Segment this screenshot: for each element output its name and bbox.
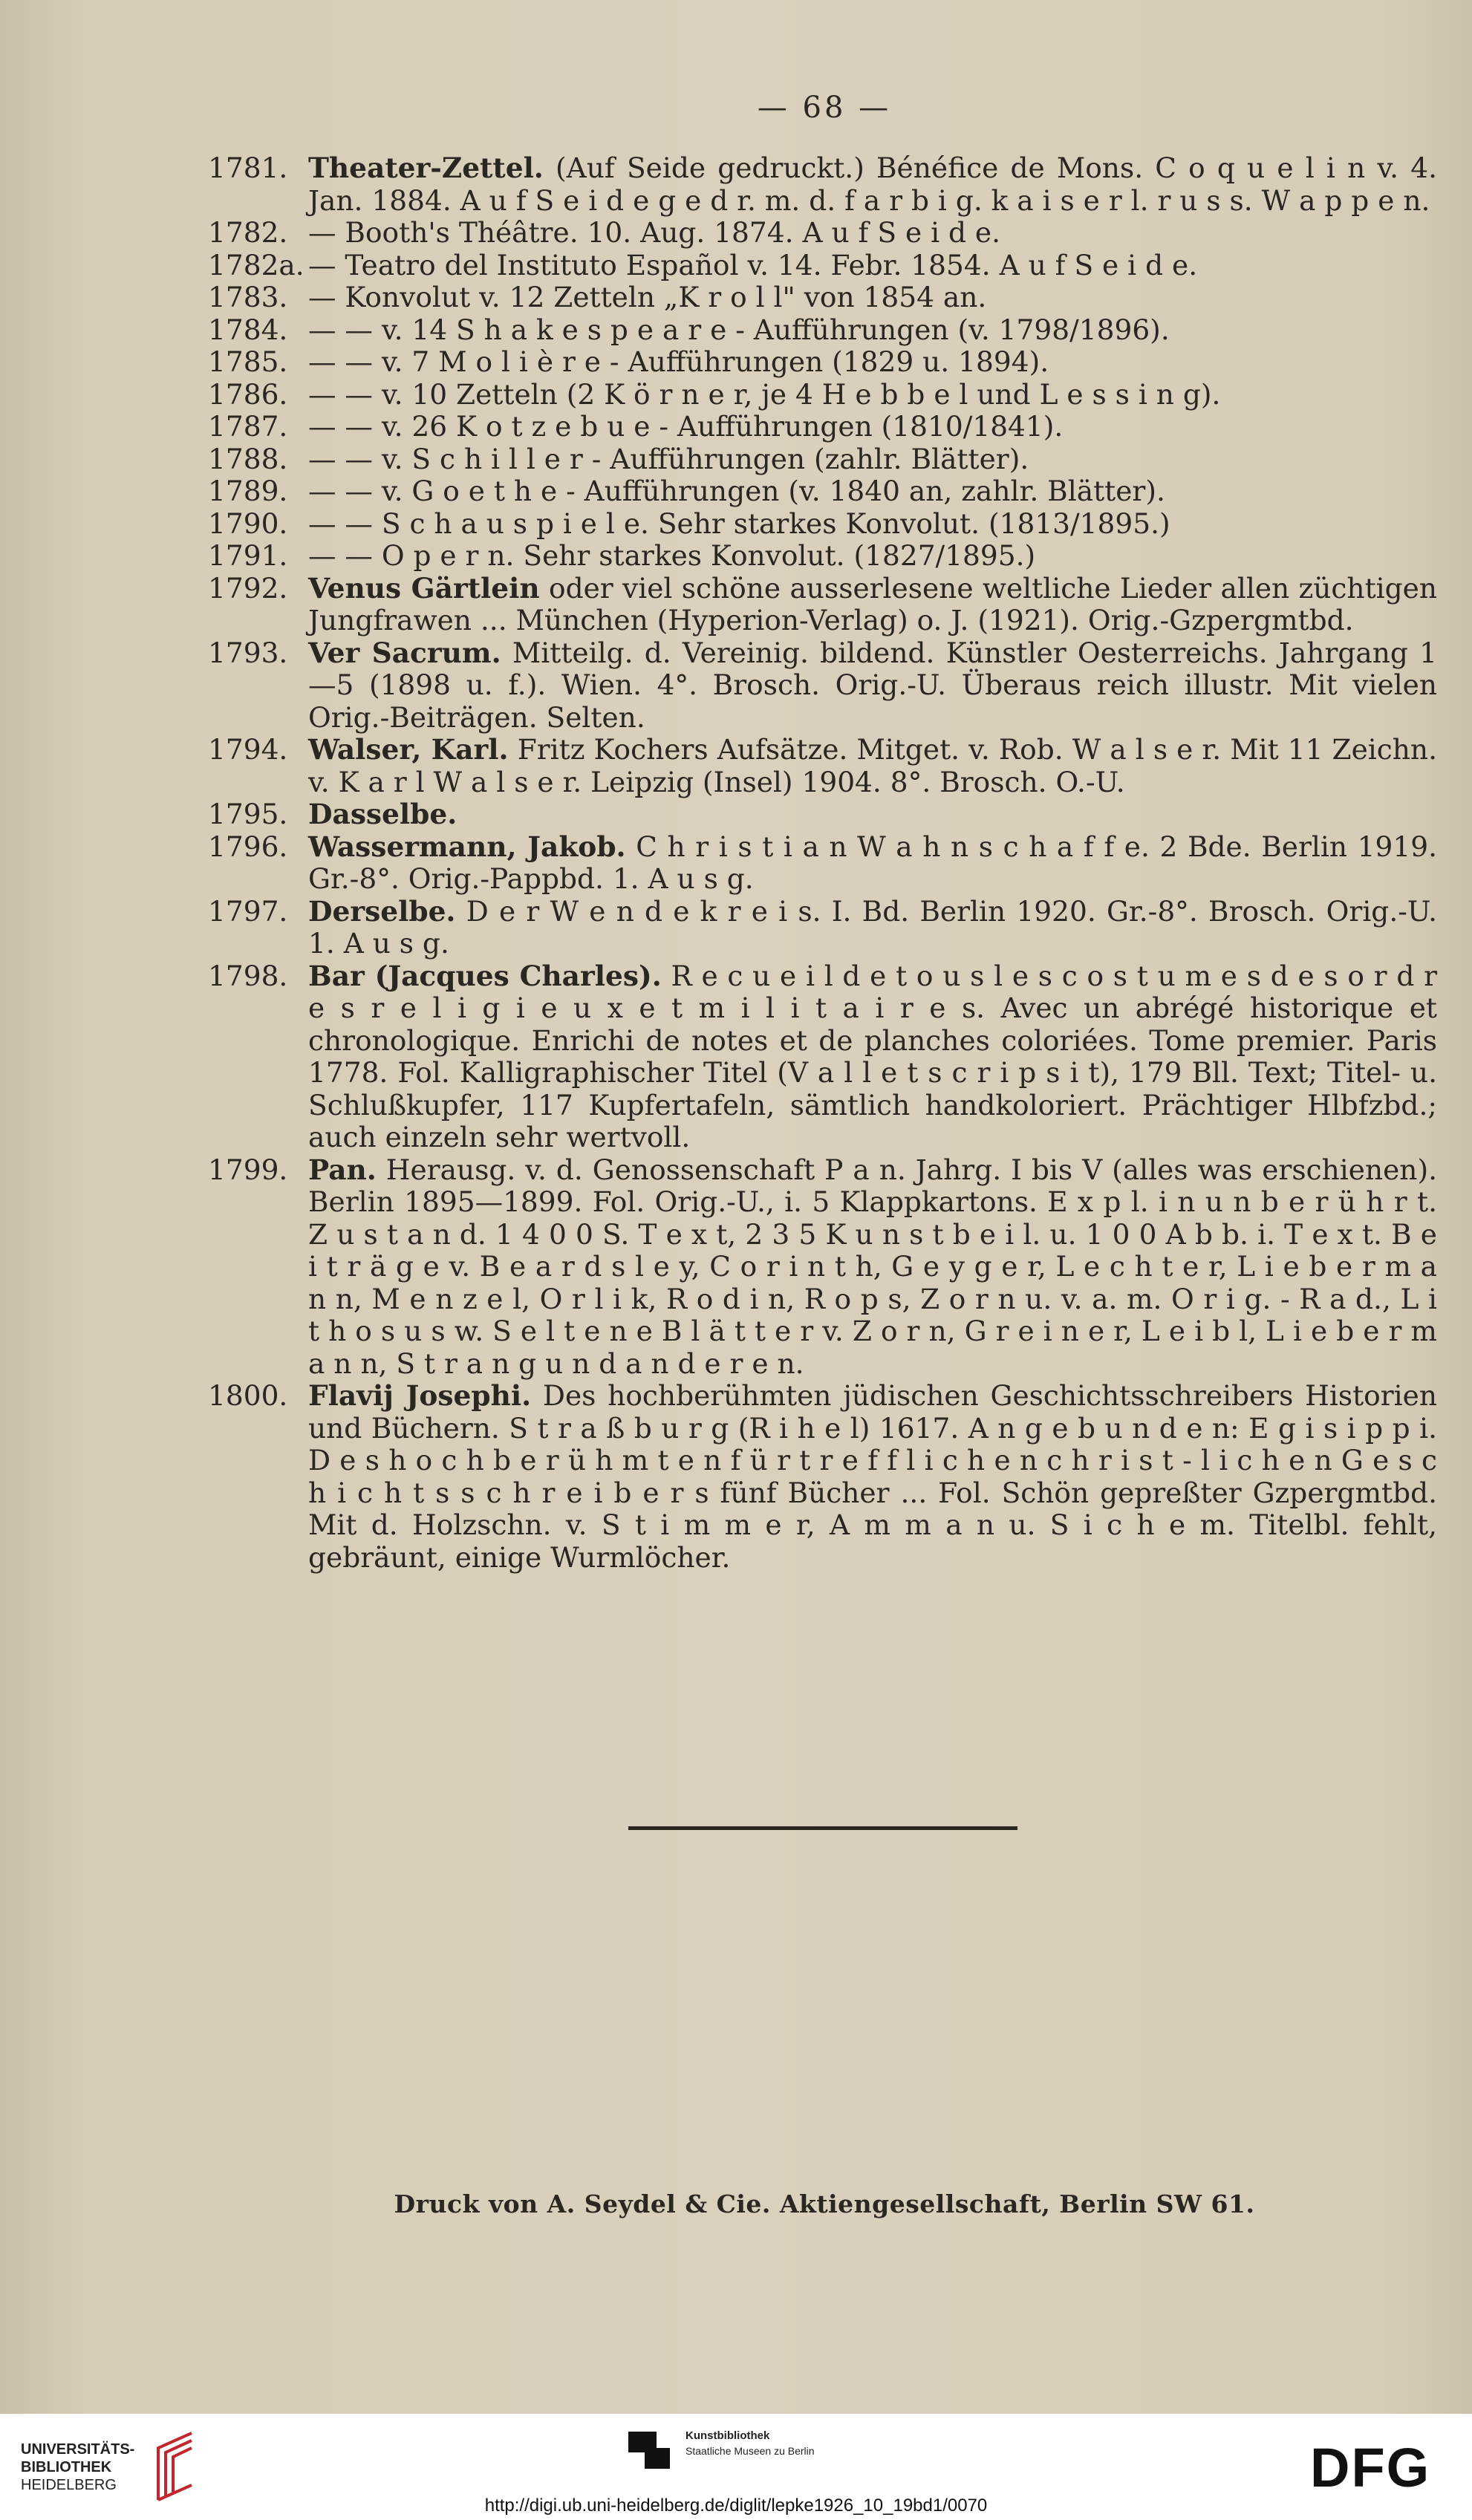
catalog-entry	[208, 637, 1437, 735]
entry-number: 1794.	[208, 733, 288, 766]
entry-number: 1782a.	[208, 248, 305, 281]
entry-text	[308, 443, 1437, 476]
entry-number: 1787.	[208, 410, 288, 443]
entry-description: R e c u e i l d e t o u s l e s c o s t u m e s d e s o r d r e s r e l i g i e u x e t m i l i t a i r e s. Avec un abrégé historique et chronologique. Enrichi de notes et de planches coloriées. Tome premier. Paris 1778. Fol. Kalligraphischer Titel (V a l l e t s c r i p s i t), 179 Bll. Text; Titel- u. Schlußkupfer, 117 Kupfertafeln, sämtlich handkoloriert. Prächtiger Hlbfzbd.; auch einzeln sehr wertvoll.	[308, 959, 1438, 1153]
entry-heading: Walser, Karl.	[308, 733, 509, 766]
entry-number: 1790.	[208, 507, 288, 540]
entry-description: — — v. 26 K o t z e b u e - Aufführungen (1810/1841).	[308, 410, 1064, 443]
entry-text	[308, 734, 1437, 798]
entry-number: 1791.	[208, 539, 288, 572]
entry-text	[308, 379, 1437, 411]
entry-text	[308, 475, 1437, 508]
entry-number: 1784.	[208, 313, 288, 346]
entry-text	[308, 508, 1437, 541]
entry-text	[308, 637, 1437, 735]
entry-heading: Venus Gärtlein	[308, 571, 540, 605]
entry-description: — — v. 10 Zetteln (2 K ö r n e r, je 4 H e b b e l und L e s s i n g).	[308, 377, 1221, 411]
entry-number: 1782.	[208, 216, 288, 249]
entry-text	[308, 411, 1437, 443]
catalog-entry	[208, 281, 1437, 314]
entry-number: 1792.	[208, 571, 288, 605]
catalog-entry	[208, 1380, 1437, 1574]
entry-number: 1797.	[208, 894, 288, 928]
entry-description: (Auf Seide gedruckt.) Bénéfice de Mons. C o q u e l i n v. 4. Jan. 1884. A u f S e i d e g e d r. m. d. f a r b i g. k a i s e r l. r u s s. W a p p e n.	[308, 152, 1437, 217]
entry-description: — — v. G o e t h e - Aufführungen (v. 1840 an, zahlr. Blätter).	[308, 475, 1165, 507]
catalog-entries	[208, 152, 1437, 1574]
entry-heading: Ver Sacrum.	[308, 636, 501, 669]
entry-description: — Konvolut v. 12 Zetteln „K r o l l" von 1854 an.	[308, 281, 987, 313]
catalog-entry	[208, 508, 1437, 541]
entry-text	[308, 1380, 1437, 1574]
entry-description: Des hochberühmten jüdischen Geschichtsschreibers Historien und Büchern. S t r a ß b u r g (R i h e l) 1617. A n g e b u n d e n: E g i s i p p i. D e s h o c h b e r ü h m t e n f ü r t r e f f l i c h e n c h r i s t - l i c h e n G e s c h i c h t s s c h r e i b e r s fünf Bücher ... Fol. Schön gepreßter Gzpergmtbd. Mit d. Holzschn. v. S t i m m e r, A m m a n u. S i c h e m. Titelbl. fehlt, gebräunt, einige Wurmlöcher.	[308, 1379, 1437, 1574]
entry-description: D e r W e n d e k r e i s. I. Bd. Berlin 1920. Gr.-8°. Brosch. Orig.-U. 1. A u s g.	[308, 894, 1437, 960]
entry-number: 1793.	[208, 636, 288, 669]
entry-text	[308, 281, 1437, 314]
entry-heading: Bar (Jacques Charles).	[308, 959, 662, 992]
entry-text	[308, 152, 1437, 217]
entry-heading: Wassermann, Jakob.	[308, 830, 626, 863]
entry-description: oder viel schöne ausserlesene weltliche Lieder allen züchtigen Jungfrawen ... München (Hyperion-Verlag) o. J. (1921). Orig.-Gzpergmtbd.	[308, 571, 1437, 636]
catalog-entry	[208, 443, 1437, 476]
entry-number: 1785.	[208, 345, 288, 378]
entry-number: 1798.	[208, 959, 288, 992]
catalog-entry	[208, 314, 1437, 347]
catalog-entry	[208, 152, 1437, 217]
entry-heading: Dasselbe.	[308, 798, 457, 830]
entry-text	[308, 573, 1437, 637]
entry-description: Mitteilg. d. Vereinig. bildend. Künstler Oesterreichs. Jahrgang 1—5 (1898 u. f.). Wien. 4°. Brosch. Orig.-U. Überaus reich illustr. Mit vielen Orig.-Beiträgen. Selten.	[308, 636, 1438, 734]
entry-text	[308, 250, 1437, 282]
entry-number: 1796.	[208, 830, 288, 863]
entry-description: — — O p e r n. Sehr starkes Konvolut. (1827/1895.)	[308, 539, 1036, 572]
entry-heading: Theater-Zettel.	[308, 152, 544, 184]
entry-description: — — v. 7 M o l i è r e - Aufführungen (1829 u. 1894).	[308, 345, 1049, 378]
entry-text	[308, 896, 1437, 960]
catalog-entry	[208, 250, 1437, 282]
kunstbibliothek-logo-icon	[628, 2426, 673, 2469]
entry-text	[308, 346, 1437, 379]
entry-number: 1781.	[208, 152, 288, 184]
entry-description: C h r i s t i a n W a h n s c h a f f e. 2 Bde. Berlin 1919. Gr.-8°. Orig.-Pappbd. 1. A u s g.	[308, 830, 1438, 895]
entry-number: 1788.	[208, 442, 288, 475]
source-url[interactable]: http://digi.ub.uni-heidelberg.de/diglit/lepke1926_10_19bd1/0070	[484, 2495, 988, 2516]
digitization-footer	[0, 2414, 1472, 2520]
entry-description: — — v. S c h i l l e r - Aufführungen (zahlr. Blätter).	[308, 442, 1029, 475]
entry-text	[308, 540, 1437, 573]
catalog-entry	[208, 831, 1437, 896]
kunstbibliothek-label: Kunstbibliothek Staatliche Museen zu Berlin	[685, 2429, 815, 2457]
catalog-entry	[208, 1154, 1437, 1381]
catalog-entry	[208, 217, 1437, 250]
entry-heading: Derselbe.	[308, 894, 456, 928]
entry-text	[308, 831, 1437, 896]
entry-text	[308, 314, 1437, 347]
catalog-entry	[208, 540, 1437, 573]
entry-text	[308, 798, 1437, 831]
entry-text	[308, 1154, 1437, 1381]
entry-number: 1800.	[208, 1379, 288, 1412]
catalog-entry	[208, 734, 1437, 798]
catalog-entry	[208, 411, 1437, 443]
catalog-entry	[208, 475, 1437, 508]
catalog-entry	[208, 379, 1437, 411]
catalog-entry	[208, 960, 1437, 1154]
entry-number: 1786.	[208, 377, 288, 411]
entry-description: — — S c h a u s p i e l e. Sehr starkes Konvolut. (1813/1895.)	[308, 507, 1170, 540]
entry-description: Fritz Kochers Aufsätze. Mitget. v. Rob. W a l s e r. Mit 11 Zeichn. v. K a r l W a l s e r. Leipzig (Insel) 1904. 8°. Brosch. O.-U.	[308, 733, 1437, 798]
entry-number: 1795.	[208, 798, 288, 830]
catalog-entry	[208, 896, 1437, 960]
entry-text	[308, 217, 1437, 250]
entry-description: — — v. 14 S h a k e s p e a r e - Aufführungen (v. 1798/1896).	[308, 313, 1170, 346]
entry-number: 1799.	[208, 1153, 288, 1186]
printer-imprint: Druck von A. Seydel & Cie. Aktiengesellschaft, Berlin SW 61.	[394, 2189, 1255, 2218]
catalog-entry	[208, 798, 1437, 831]
closing-rule	[628, 1826, 1017, 1830]
entry-number: 1783.	[208, 281, 288, 313]
entry-heading: Flavij Josephi.	[308, 1379, 532, 1412]
entry-number: 1789.	[208, 475, 288, 507]
ub-heidelberg-label: UNIVERSITÄTS- BIBLIOTHEK HEIDELBERG	[21, 2441, 135, 2493]
entry-description: — Teatro del Instituto Español v. 14. Febr. 1854. A u f S e i d e.	[308, 248, 1198, 281]
catalog-entry	[208, 346, 1437, 379]
entry-description: Herausg. v. d. Genossenschaft P a n. Jahrg. I bis V (alles was erschienen). Berlin 1895—1899. Fol. Orig.-U., i. 5 Klappkartons. E x p l. i n u n b e r ü h r t. Z u s t a n d. 1 4 0 0 S. T e x t, 2 3 5 K u n s t b e i l. u. 1 0 0 A b b. i. T e x t. B e i t r ä g e v. B e a r d s l e y, C o r i n t h, G e y g e r, L e c h t e r, L i e b e r m a n n, M e n z e l, O r l i k, R o d i n, R o p s, Z o r n u. v. a. m. O r i g. - R a d., L i t h o s u s w. S e l t e n e B l ä t t e r v. Z o r n, G r e i n e r, L e i b l, L i e b e r m a n n, S t r a n g u n d a n d e r e n.	[308, 1153, 1437, 1380]
page-number: — 68 —	[757, 91, 892, 125]
entry-description: — Booth's Théâtre. 10. Aug. 1874. A u f S e i d e.	[308, 216, 1001, 249]
dfg-logo: DFG	[1310, 2437, 1431, 2498]
entry-text	[308, 960, 1437, 1154]
entry-heading: Pan.	[308, 1153, 377, 1186]
catalog-entry	[208, 573, 1437, 637]
